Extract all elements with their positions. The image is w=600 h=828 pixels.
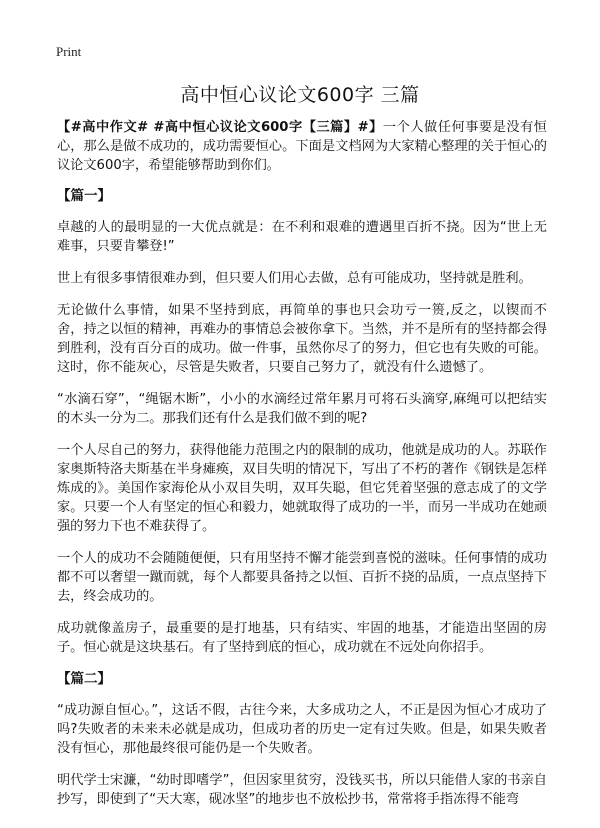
paragraph: 成功就像盖房子，最重要的是打地基，只有结实、牢固的地基，才能造出坚固的房子。恒心就是这块基石。有了坚持到底的恒心，成功就在不远处向你招手。 bbox=[57, 621, 547, 655]
paragraph: 一个人尽自己的努力，获得他能力范围之内的限制的成功，他就是成功的人。苏联作家奥斯特洛夫斯基在半身瘫痪，双目失明的情况下，写出了不朽的著作《钢铁是怎样炼成的》。美国作家海伦从小双目失明，双耳失聪，但它凭着坚强的意志成了的文学家。只要一个人有坚定的恒心和毅力，她就取得了成功的一半，而另一半成功在她顽强的努力下也不难获得了。 bbox=[57, 443, 547, 534]
paragraph: 明代学士宋濂，“幼时即嗜学”，但因家里贫穷，没钱买书，所以只能借人家的书亲自抄写，即使到了“天大寒，砚冰坚”的地步也不放松抄书，常常将手指冻得不能弯 bbox=[57, 773, 547, 807]
intro-paragraph bbox=[57, 118, 547, 175]
paragraph: 一个人的成功不会随随便便，只有用坚持不懈才能尝到喜悦的滋味。任何事情的成功都不可以奢望一蹴而就，每个人都要具备持之以恒、百折不挠的品质，一点点坚持下去，终会成功的。 bbox=[57, 551, 547, 604]
paragraph: “水滴石穿”，“绳锯木断”，小小的水滴经过常年累月可将石头滴穿,麻绳可以把结实的木头一分为二。那我们还有什么是我们做不到的呢? bbox=[57, 392, 547, 426]
paragraph: 无论做什么事情，如果不坚持到底，再简单的事也只会功亏一篑,反之，以锲而不舍，持之以恒的精神，再难办的事情总会被你拿下。当然，并不是所有的坚持都会得到胜利，没有百分百的成功。做一件事，虽然你尽了的努力，但它也有失败的可能。这时，你不能灰心，尽管是失败者，只要自己努力了，就没有什么遗憾了。 bbox=[57, 303, 547, 375]
section-heading-1: 【篇一】 bbox=[57, 188, 111, 204]
paragraph: 卓越的人的最明显的一大优点就是：在不利和艰难的遭遇里百折不挠。因为“世上无难事，只要肯攀登!” bbox=[57, 220, 547, 254]
paragraph: “成功源自恒心。”，这话不假，古往今来，大多成功之人，不正是因为恒心才成功了吗?失败者的未来未必就是成功，但成功者的历史一定有过失败。但是，如果失败者没有恒心，那他最终很可能仍是一个失败者。 bbox=[57, 703, 547, 756]
intro-tags: 【#高中作文# #高中恒心议论文600字【三篇】#】 bbox=[57, 120, 383, 135]
paragraph: 世上有很多事情很难办到，但只要人们用心去做，总有可能成功，坚持就是胜利。 bbox=[57, 271, 532, 286]
intro-text: 一个人做任何事要是没有恒心，那么是做不成功的，成功需要恒心。下面是文档网为大家精心整理的关于恒心的议论文600字，希望能够帮助到你们。 bbox=[57, 120, 547, 173]
document-title: 高中恒心议论文600字 三篇 bbox=[180, 84, 420, 106]
section-heading-2: 【篇二】 bbox=[57, 671, 111, 687]
print-link[interactable]: Print bbox=[56, 44, 82, 59]
document-body bbox=[57, 118, 547, 822]
